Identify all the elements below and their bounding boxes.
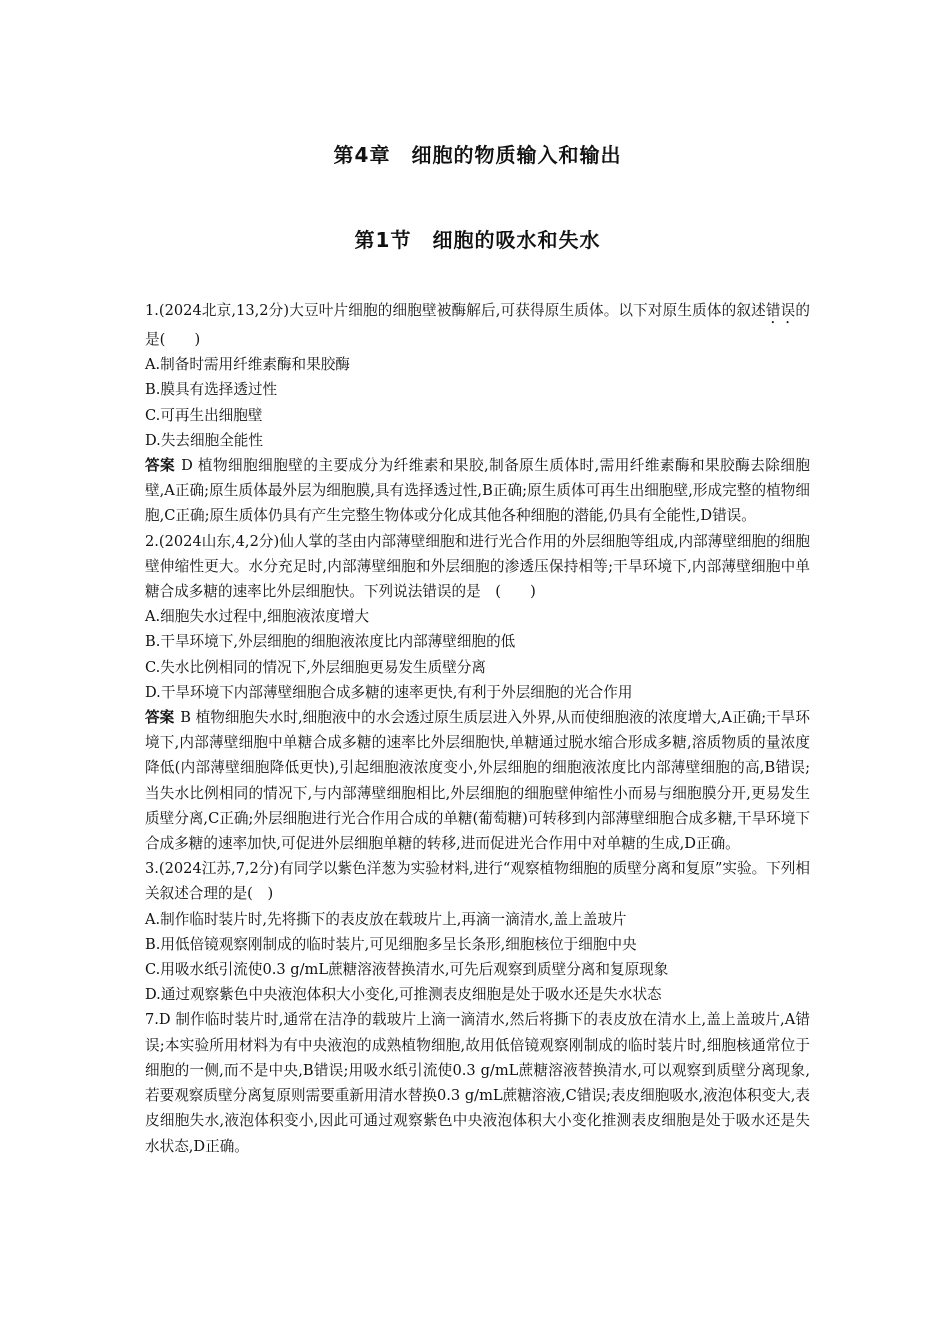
emphasis-text: 错误	[765, 302, 796, 319]
question-1-stem: 1.(2024北京,13,2分)大豆叶片细胞的细胞壁被酶解后,可获得原生质体。以下对原生质体的叙述错误的是( )	[145, 302, 810, 348]
question-1-option-b: B.膜具有选择透过性	[145, 381, 278, 399]
question-2-option-a: A.细胞失水过程中,细胞液浓度增大	[145, 608, 370, 626]
question-3-option-d: D.通过观察紫色中央液泡体积大小变化,可推测表皮细胞是处于吸水还是失水状态	[145, 986, 662, 1004]
answer-label: 答案	[145, 709, 175, 727]
question-1-option-d: D.失去细胞全能性	[145, 431, 263, 449]
question-3-answer: 7.D 制作临时装片时,通常在洁净的载玻片上滴一滴清水,然后将撕下的表皮放在清水上,盖上盖玻片,A错误;本实验所用材料为有中央液泡的成熟植物细胞,故用低倍镜观察刚制成的临时装片时,细胞核通常位于细胞的一侧,而不是中央,B错误;用吸水纸引流使0.3 g/mL蔗糖溶液替换清水,可以观察到质壁分离现象,若要观察质壁分离复原则需要重新用清水替换0.3 g/mL蔗糖溶液,C错误;表皮细胞吸水,液泡体积变大,表皮细胞失水,液泡体积变小,因此可通过观察紫色中央液泡体积大小变化推测表皮细胞是处于吸水还是失水状态,D正确。	[145, 1011, 810, 1155]
question-2-option-c: C.失水比例相同的情况下,外层细胞更易发生质壁分离	[145, 658, 486, 676]
question-3-stem: 3.(2024江苏,7,2分)有同学以紫色洋葱为实验材料,进行“观察植物细胞的质壁分离和复原”实验。下列相关叙述合理的是( )	[145, 860, 810, 903]
question-2-answer: 答案 B 植物细胞失水时,细胞液中的水会透过原生质层进入外界,从而使细胞液的浓度增大,A正确;干旱环境下,内部薄壁细胞中单糖合成多糖的速率比外层细胞快,单糖通过脱水缩合形成多糖,溶质物质的量浓度降低(内部薄壁细胞降低更快),引起细胞液浓度变小,外层细胞的细胞液浓度比内部薄壁细胞的高,B错误;当失水比例相同的情况下,与内部薄壁细胞相比,外层细胞的细胞壁伸缩性小而易与细胞膜分开,更易发生质壁分离,C正确;外层细胞进行光合作用合成的单糖(葡萄糖)可转移到内部薄壁细胞合成多糖,干旱环境下合成多糖的速率加快,可促进外层细胞单糖的转移,进而促进光合作用中对单糖的生成,D正确。	[145, 709, 810, 853]
answer-label: 答案	[145, 457, 176, 475]
question-1-answer: 答案 D 植物细胞细胞壁的主要成分为纤维素和果胶,制备原生质体时,需用纤维素酶和果胶酶去除细胞壁,A正确;原生质体最外层为细胞膜,具有选择透过性,B正确;原生质体可再生出细胞壁,形成完整的植物细胞,C正确;原生质体仍具有产生完整生物体或分化成其他各种细胞的潜能,仍具有全能性,D错误。	[145, 457, 810, 525]
question-1-option-a: A.制备时需用纤维素酶和果胶酶	[145, 356, 350, 374]
question-3-option-b: B.用低倍镜观察刚制成的临时装片,可见细胞多呈长条形,细胞核位于细胞中央	[145, 935, 637, 953]
question-3-option-c: C.用吸水纸引流使0.3 g/mL蔗糖溶液替换清水,可先后观察到质壁分离和复原现象	[145, 961, 669, 979]
question-1-option-c: C.可再生出细胞壁	[145, 406, 263, 424]
question-3-option-a: A.制作临时装片时,先将撕下的表皮放在载玻片上,再滴一滴清水,盖上盖玻片	[145, 910, 627, 928]
section-title: 第1节 细胞的吸水和失水	[354, 228, 601, 252]
question-2-option-d: D.干旱环境下内部薄壁细胞合成多糖的速率更快,有利于外层细胞的光合作用	[145, 683, 633, 701]
question-content	[145, 298, 810, 1159]
question-2-option-b: B.干旱环境下,外层细胞的细胞液浓度比内部薄壁细胞的低	[145, 633, 516, 651]
chapter-title: 第4章 细胞的物质输入和输出	[333, 143, 622, 167]
question-2-stem: 2.(2024山东,4,2分)仙人掌的茎由内部薄壁细胞和进行光合作用的外层细胞等组成,内部薄壁细胞的细胞壁伸缩性更大。水分充足时,内部薄壁细胞和外层细胞的渗透压保持相等;干旱环境下,内部薄壁细胞中单糖合成多糖的速率比外层细胞快。下列说法错误的是 ( )	[145, 532, 810, 601]
